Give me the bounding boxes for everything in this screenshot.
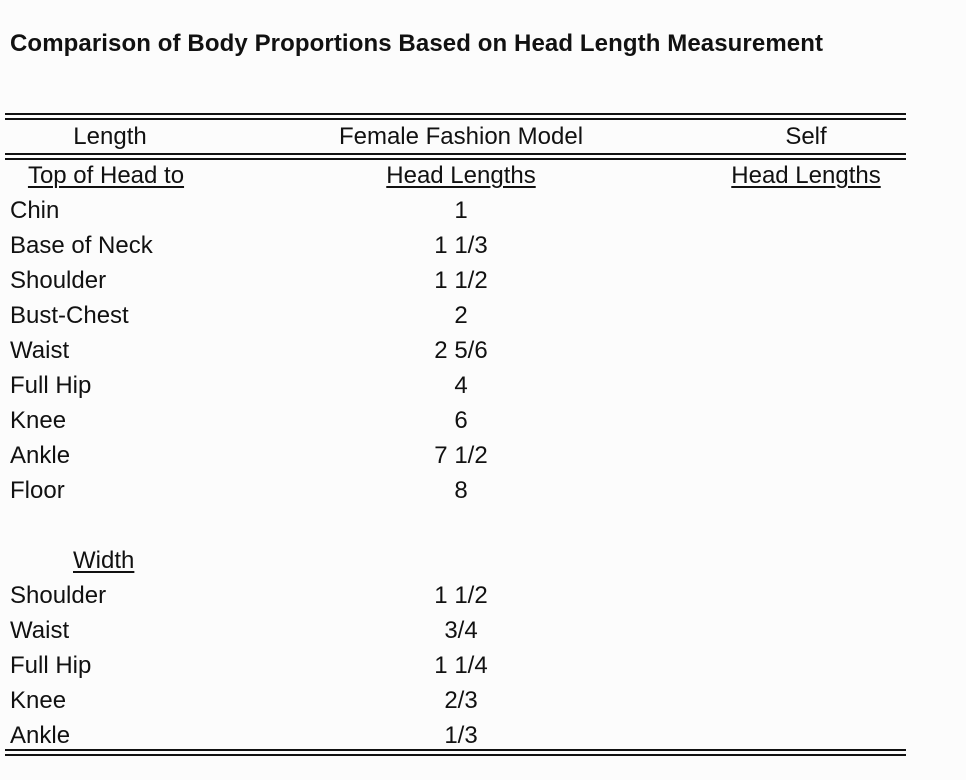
column-header-self: Self xyxy=(785,123,827,150)
bottom-rule-outer xyxy=(5,749,906,751)
row-label: Shoulder xyxy=(10,267,107,294)
row-label: Ankle xyxy=(10,442,71,469)
row-value: 2 5/6 xyxy=(434,337,488,364)
row-value: 1 1/2 xyxy=(434,582,488,609)
row-value: 4 xyxy=(454,372,468,399)
table-row xyxy=(0,333,966,368)
table-row xyxy=(0,263,966,298)
row-value: 1 xyxy=(454,197,468,224)
table-row xyxy=(0,648,966,683)
row-value: 3/4 xyxy=(444,617,478,644)
table-row xyxy=(0,228,966,263)
table-row xyxy=(0,578,966,613)
row-label: Floor xyxy=(10,477,65,504)
column-header-length: Length xyxy=(73,123,147,150)
subheader-self: Head Lengths xyxy=(731,162,881,189)
row-label: Chin xyxy=(10,197,60,224)
row-value: 6 xyxy=(454,407,468,434)
row-label: Ankle xyxy=(10,722,71,749)
column-header-row xyxy=(0,119,966,154)
row-label: Waist xyxy=(10,617,70,644)
top-rule-outer xyxy=(5,113,906,115)
table-row xyxy=(0,298,966,333)
row-label: Full Hip xyxy=(10,652,92,679)
row-value: 2/3 xyxy=(444,687,478,714)
page-title: Comparison of Body Proportions Based on Head Length Measurement xyxy=(10,30,824,57)
column-header-model: Female Fashion Model xyxy=(338,123,584,150)
row-value: 7 1/2 xyxy=(434,442,488,469)
row-value: 1 1/3 xyxy=(434,232,488,259)
width-section-label: Width xyxy=(73,547,135,574)
header-rule-outer xyxy=(5,153,906,155)
row-value: 1 1/2 xyxy=(434,267,488,294)
table-row xyxy=(0,683,966,718)
row-label: Knee xyxy=(10,407,67,434)
bottom-rule-inner xyxy=(5,754,906,756)
table-row xyxy=(0,193,966,228)
row-label: Knee xyxy=(10,687,67,714)
row-label: Base of Neck xyxy=(10,232,153,259)
table-row xyxy=(0,473,966,508)
width-section-header xyxy=(0,543,966,578)
row-value: 8 xyxy=(454,477,468,504)
row-label: Shoulder xyxy=(10,582,107,609)
table-row xyxy=(0,403,966,438)
subheader-length: Top of Head to xyxy=(27,162,185,189)
subheader-row xyxy=(0,158,966,193)
table-row xyxy=(0,368,966,403)
row-value: 2 xyxy=(454,302,468,329)
row-value: 1/3 xyxy=(444,722,478,749)
table-row xyxy=(0,718,966,753)
row-label: Full Hip xyxy=(10,372,92,399)
row-value: 1 1/4 xyxy=(434,652,488,679)
row-label: Bust-Chest xyxy=(10,302,129,329)
subheader-model: Head Lengths xyxy=(386,162,536,189)
table-row xyxy=(0,438,966,473)
table-row xyxy=(0,613,966,648)
row-label: Waist xyxy=(10,337,70,364)
